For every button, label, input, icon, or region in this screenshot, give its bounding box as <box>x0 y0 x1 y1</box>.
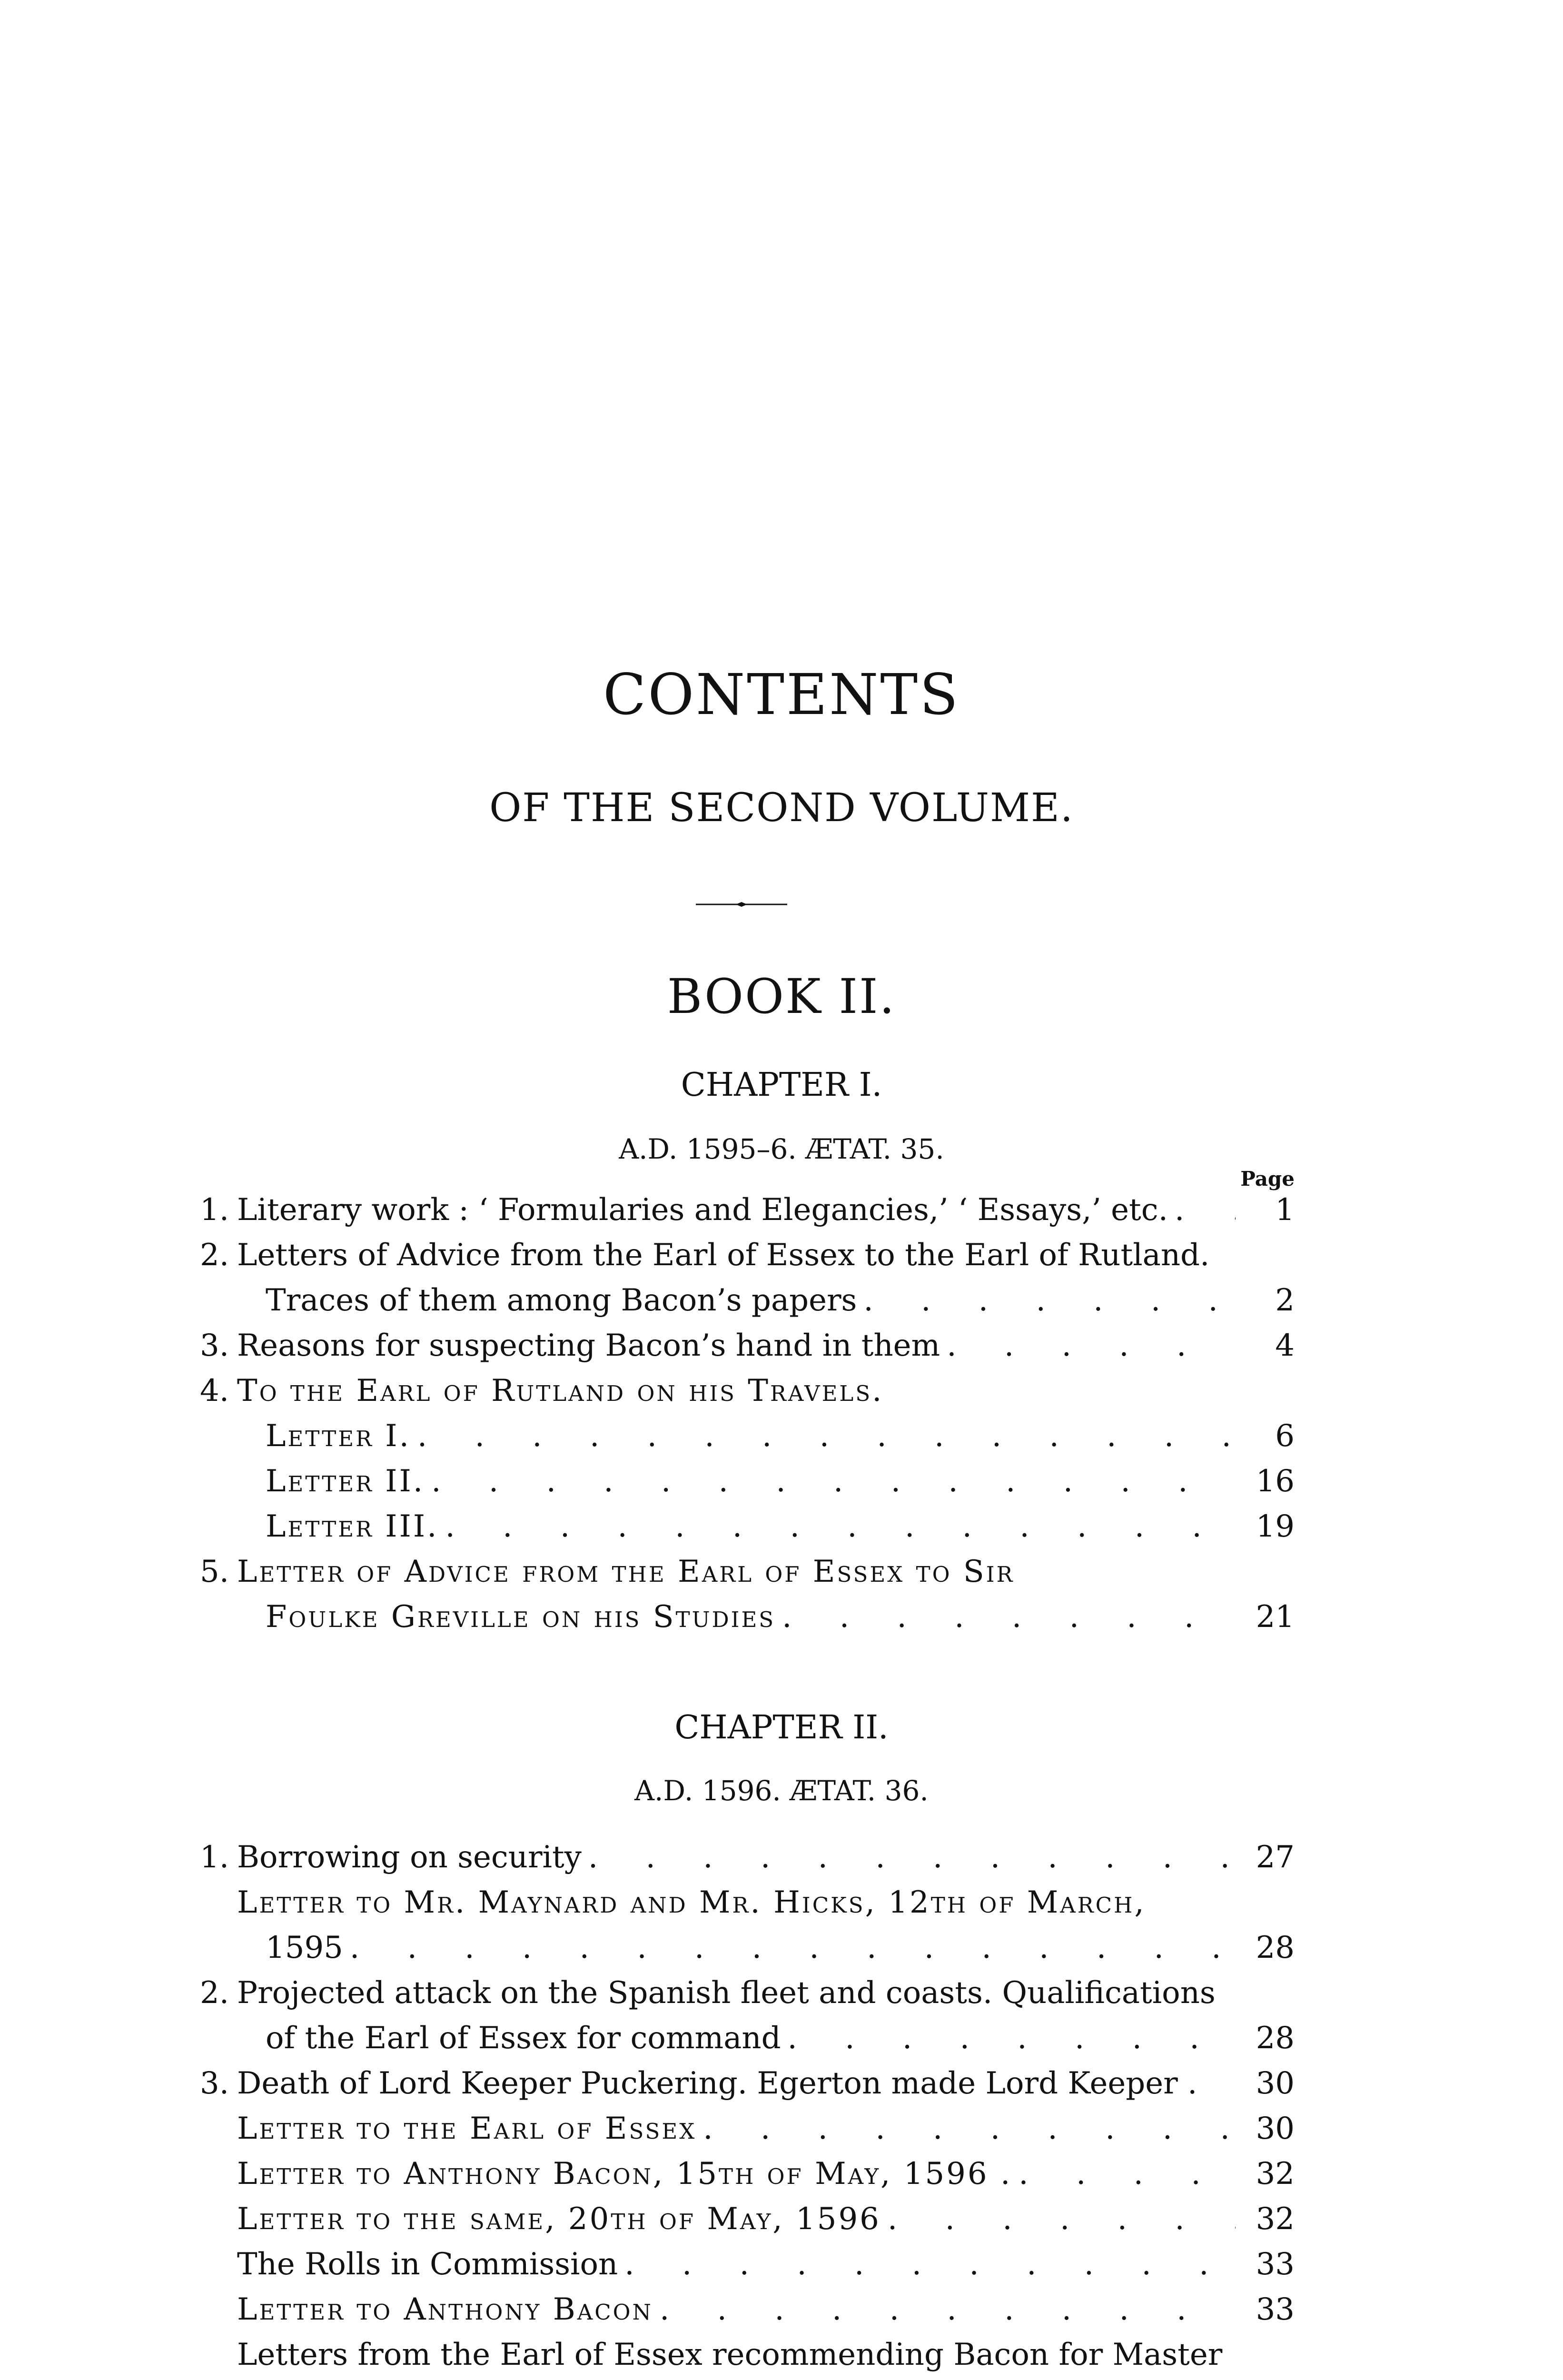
toc-entry[interactable] <box>200 1504 1295 1549</box>
toc-entry[interactable] <box>200 1549 1295 1595</box>
dot-leader <box>445 1504 1236 1549</box>
entry-text: Letter III. <box>266 1509 439 1544</box>
toc-entry[interactable] <box>200 1880 1295 1925</box>
toc-entry[interactable] <box>200 1323 1295 1368</box>
dot-leader <box>788 2016 1236 2061</box>
entry-text: Foulke Greville on his Studies <box>266 1599 776 1635</box>
toc-chapter-1 <box>200 1188 1295 1640</box>
entry-number: 1. <box>200 1840 229 1875</box>
dot-leader <box>888 2197 1236 2242</box>
toc-entry[interactable] <box>200 1459 1295 1504</box>
entry-page: 4 <box>1275 1328 1295 1363</box>
entry-page: 21 <box>1256 1599 1295 1635</box>
contents-title: CONTENTS <box>603 662 960 727</box>
dot-leader <box>588 1835 1236 1880</box>
entry-text: Borrowing on security <box>237 1840 582 1875</box>
entry-number: 1. <box>200 1192 229 1228</box>
entry-text: Traces of them among Bacon’s papers <box>266 1283 857 1318</box>
dot-leader <box>431 1459 1236 1504</box>
toc-entry[interactable] <box>200 1188 1295 1233</box>
entry-page: 33 <box>1256 2292 1295 2327</box>
entry-page: 28 <box>1256 2021 1295 2056</box>
dot-leader <box>863 1278 1236 1323</box>
entry-number: 3. <box>200 1328 229 1363</box>
toc-entry[interactable] <box>200 2016 1295 2061</box>
dot-leader <box>703 2106 1236 2152</box>
entry-page: 27 <box>1256 1840 1295 1875</box>
toc-entry[interactable] <box>200 2332 1295 2378</box>
entry-text: To the Earl of Rutland on his Travels. <box>237 1373 884 1408</box>
entry-page: 19 <box>1256 1509 1295 1544</box>
entry-text: Letter I. <box>266 1418 411 1454</box>
entry-text: Letters of Advice from the Earl of Essex to the Earl of Rutland. <box>237 1238 1210 1273</box>
dot-leader <box>350 1925 1236 1971</box>
entry-page: 32 <box>1256 2202 1295 2237</box>
dot-leader <box>1019 2152 1236 2197</box>
chapter-date: A.D. 1596. ÆTAT. 36. <box>634 1775 929 1807</box>
entry-text: Letter of Advice from the Earl of Essex to Sir <box>237 1554 1015 1589</box>
chapter-title: CHAPTER I. <box>681 1066 882 1104</box>
toc-entry[interactable] <box>200 1925 1295 1971</box>
entry-text: Letter to Anthony Bacon, 15th of May, 1596 . <box>237 2156 1012 2192</box>
entry-number: 2. <box>200 1238 229 1273</box>
entry-page: 2 <box>1275 1283 1295 1318</box>
toc-entry[interactable] <box>200 1278 1295 1323</box>
entry-page: 33 <box>1256 2247 1295 2282</box>
page-column-label: Page <box>1240 1167 1295 1190</box>
entry-page: 28 <box>1256 1930 1295 1965</box>
entry-page: 16 <box>1256 1464 1295 1499</box>
dot-leader <box>660 2287 1236 2332</box>
dot-leader <box>417 1414 1236 1459</box>
dot-leader <box>1175 1188 1236 1233</box>
toc-entry[interactable] <box>200 1414 1295 1459</box>
toc-entry[interactable] <box>200 2152 1295 2197</box>
entry-text: Letter to the same, 20th of May, 1596 <box>237 2202 881 2237</box>
entry-text: Letter to Mr. Maynard and Mr. Hicks, 12th of March, <box>237 1885 1146 1920</box>
ornament-rule <box>696 902 787 907</box>
entry-text: Death of Lord Keeper Puckering. Egerton made Lord Keeper . <box>237 2066 1197 2101</box>
entry-page: 30 <box>1256 2111 1295 2146</box>
toc-entry[interactable] <box>200 1368 1295 1414</box>
entry-text: Letters from the Earl of Essex recommending Bacon for Master <box>237 2337 1223 2372</box>
entry-text: 1595 <box>266 1930 343 1965</box>
entry-text: Letter to the Earl of Essex <box>237 2111 697 2146</box>
dot-leader <box>624 2242 1236 2287</box>
entry-page: 32 <box>1256 2156 1295 2192</box>
entry-text: Reasons for suspecting Bacon’s hand in them <box>237 1328 940 1363</box>
toc-entry[interactable] <box>200 1233 1295 1278</box>
entry-number: 2. <box>200 1975 229 2011</box>
toc-entry[interactable] <box>200 2106 1295 2152</box>
entry-text: Projected attack on the Spanish fleet and coasts. Qualifications <box>237 1975 1216 2011</box>
entry-text: Letter II. <box>266 1464 425 1499</box>
entry-text <box>266 2378 441 2380</box>
entry-number: 5. <box>200 1554 229 1589</box>
dot-leader <box>447 2378 1236 2380</box>
entry-text: Literary work : ‘ Formularies and Elegancies,’ ‘ Essays,’ etc. <box>237 1192 1168 1228</box>
toc-entry[interactable] <box>200 2287 1295 2332</box>
toc-entry[interactable] <box>200 2061 1295 2106</box>
entry-text: Letter to Anthony Bacon <box>237 2292 653 2327</box>
book-heading: BOOK II. <box>667 969 896 1024</box>
entry-page <box>1242 2378 1295 2380</box>
entry-number: 3. <box>200 2066 229 2101</box>
toc-entry[interactable] <box>200 1595 1295 1640</box>
chapter-date: A.D. 1595–6. ÆTAT. 35. <box>619 1133 944 1165</box>
entry-number: 4. <box>200 1373 229 1408</box>
dot-leader <box>782 1595 1236 1640</box>
chapter-title: CHAPTER II. <box>674 1709 889 1746</box>
entry-page: 1 <box>1275 1192 1295 1228</box>
toc-entry[interactable] <box>200 1971 1295 2016</box>
toc-entry[interactable] <box>200 1835 1295 1880</box>
dot-leader <box>947 1323 1236 1368</box>
toc-entry[interactable] <box>200 2197 1295 2242</box>
entry-text: of the Earl of Essex for command <box>266 2021 781 2056</box>
toc-entry[interactable] <box>200 2378 1295 2380</box>
contents-subtitle: OF THE SECOND VOLUME. <box>489 785 1074 831</box>
entry-text: The Rolls in Commission <box>237 2247 618 2282</box>
entry-page: 6 <box>1275 1418 1295 1454</box>
toc-chapter-2 <box>200 1835 1295 2380</box>
toc-entry[interactable] <box>200 2242 1295 2287</box>
entry-page: 30 <box>1256 2066 1295 2101</box>
